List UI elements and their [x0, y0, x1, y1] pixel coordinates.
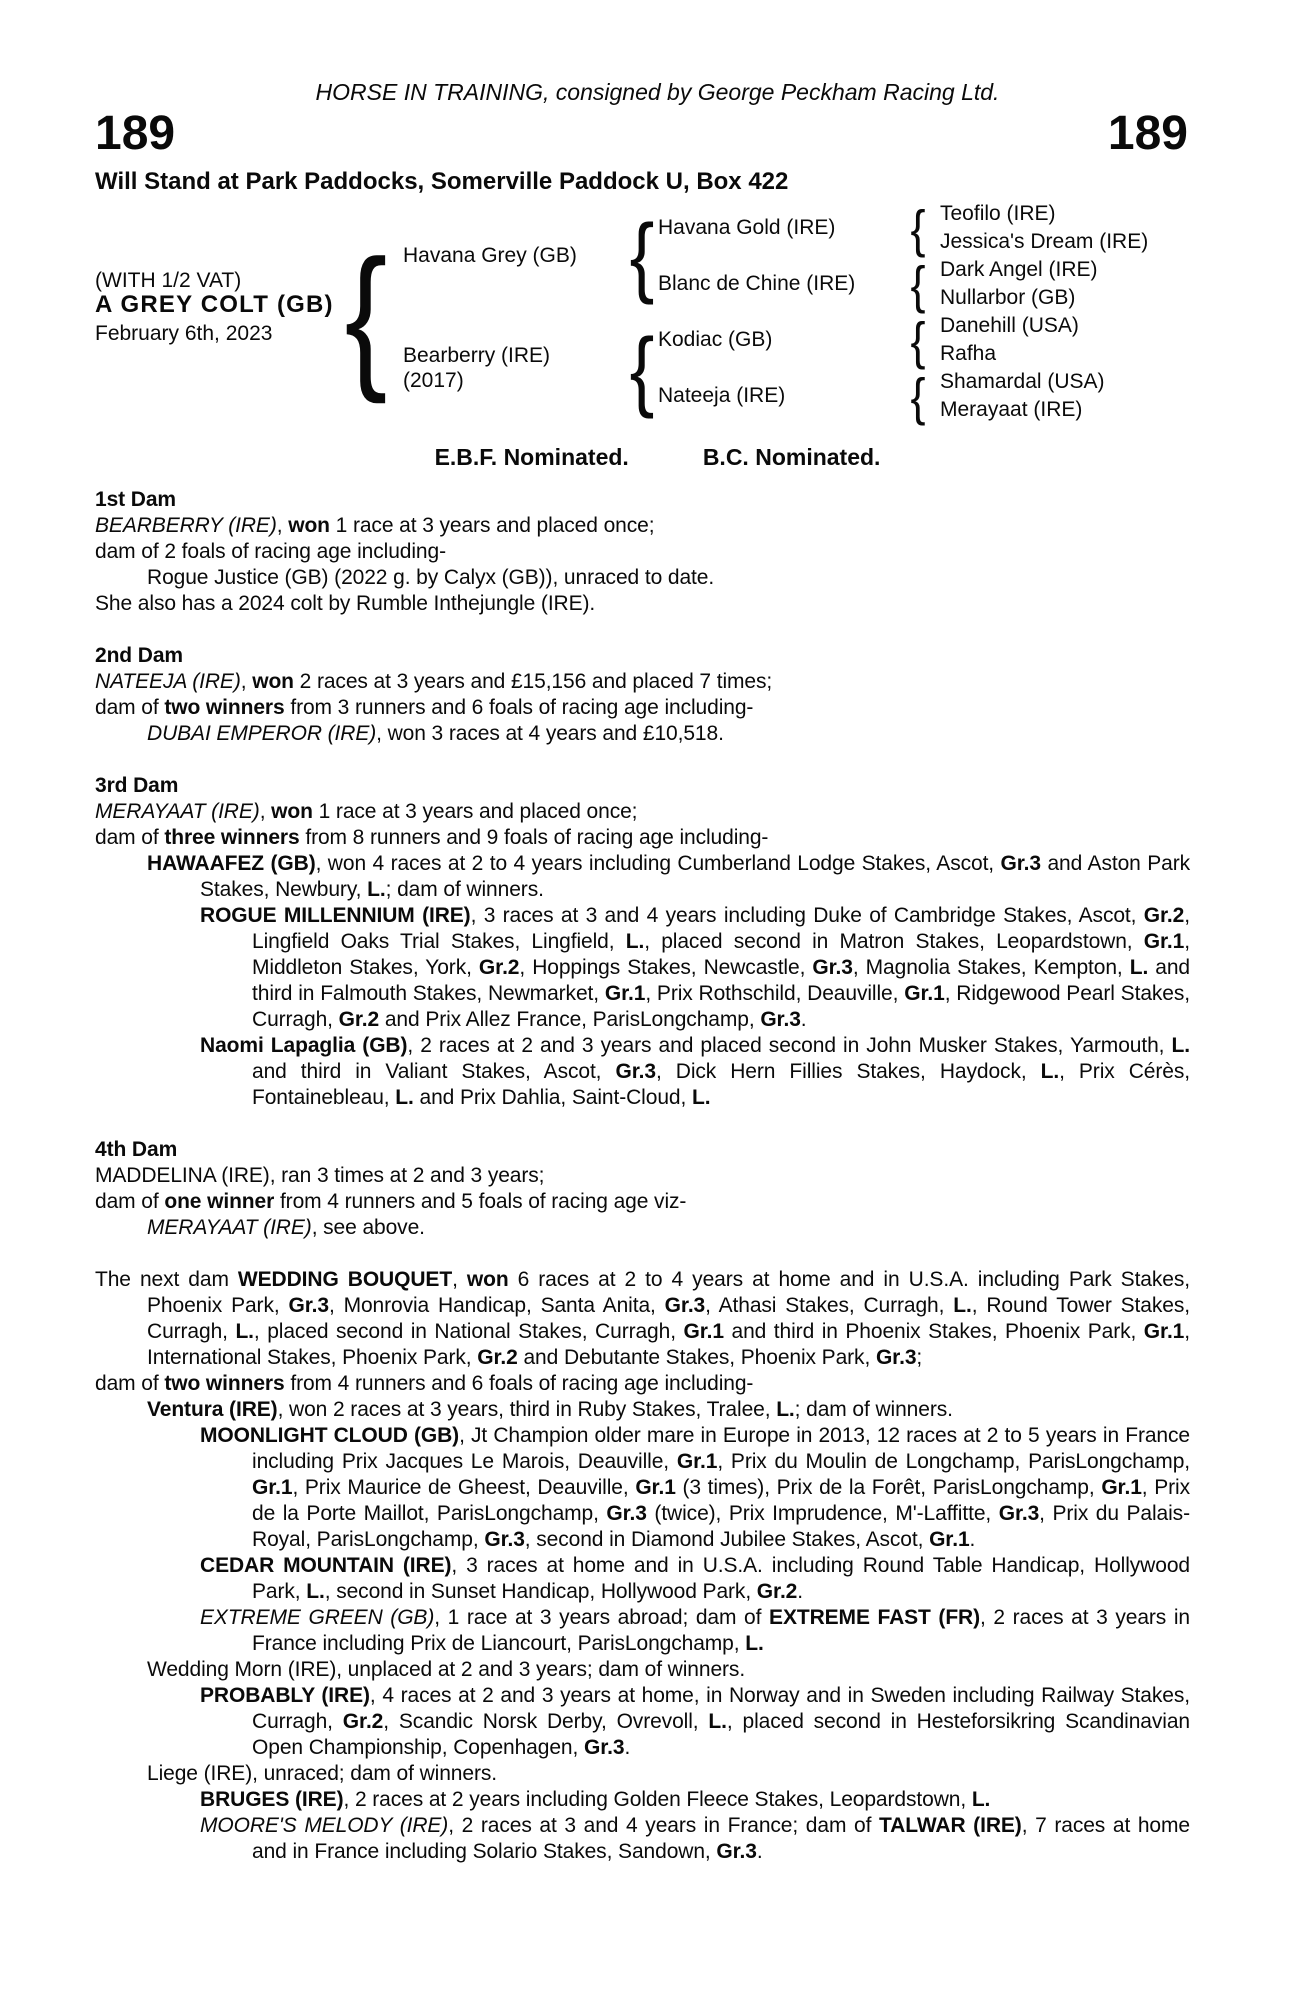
text-run: Gr.3 [760, 1008, 801, 1031]
great-grandparent-7: Shamardal (USA) [940, 370, 1105, 393]
paragraph-bearberry-produce [95, 539, 1190, 565]
section-3rd-dam [95, 773, 1190, 1111]
text-run: . [969, 1528, 976, 1551]
paragraph-maddelina-produce [95, 1189, 1190, 1215]
granddam-brace: { [910, 254, 926, 314]
text-run: PROBABLY (IRE) [200, 1684, 370, 1707]
text-run: dam of 2 foals of racing age including- [95, 540, 446, 563]
text-run: Gr.1 [1101, 1476, 1142, 1499]
text-run: from 8 runners and 9 foals of racing age including- [299, 826, 769, 849]
text-run: . [797, 1580, 804, 1603]
text-run: , Magnolia Stakes, Kempton, [852, 956, 1130, 979]
text-run: Gr.1 [676, 1450, 718, 1473]
text-run: (3 times), Prix de la Forêt, ParisLongchamp, [675, 1476, 1102, 1499]
text-run: 1 race at 3 years and placed once; [329, 514, 655, 537]
great-grandparent-2: Jessica's Dream (IRE) [940, 230, 1149, 253]
subject-foaling-date: February 6th, 2023 [95, 322, 273, 345]
great-grandparent-1: Teofilo (IRE) [940, 202, 1056, 225]
paragraph-maddelina [95, 1163, 1190, 1189]
paragraph-nateeja [95, 669, 1190, 695]
text-run: Gr.1 [683, 1320, 724, 1343]
text-run: , won 3 races at 4 years and £10,518. [376, 722, 724, 745]
text-run: , Prix du Moulin de Longchamp, ParisLongchamp, [717, 1450, 1191, 1473]
paragraph-moonlight-cloud [95, 1423, 1190, 1553]
text-run: ; dam of winners. [385, 878, 544, 901]
sire-name: Havana Grey (GB) [403, 244, 577, 267]
text-run: , 2 races at 2 years including Golden Fleece Stakes, Leopardstown, [343, 1788, 972, 1811]
text-run: , Dick Hern Fillies Stakes, Haydock, [655, 1060, 1041, 1083]
text-run: BEARBERRY (IRE) [95, 514, 277, 537]
text-run: , second in Diamond Jubilee Stakes, Ascot, [524, 1528, 930, 1551]
text-run: , 2 races at 3 years in France including Prix de Liancourt, ParisLongchamp, [252, 1606, 1190, 1655]
great-grandparent-5: Danehill (USA) [940, 314, 1079, 337]
text-run: , Prix Cérès, Fontainebleau, [252, 1060, 1190, 1109]
sire-of-dam: Kodiac (GB) [658, 328, 773, 351]
dam-of-dam: Nateeja (IRE) [658, 384, 786, 407]
text-run: , won 2 races at 3 years, third in Ruby Stakes, Tralee, [277, 1398, 777, 1421]
lot-number-right: 189 [1107, 107, 1188, 160]
dam-sections [95, 487, 1190, 1865]
paragraph-merayaat-see-above [95, 1215, 1190, 1241]
text-run: , Prix du Palais-Royal, ParisLongchamp, [252, 1502, 1190, 1551]
dam-foaling-year: (2017) [403, 369, 464, 392]
text-run: from 3 runners and 6 foals of racing age including- [284, 696, 754, 719]
text-run: , [452, 1268, 467, 1291]
great-grandparent-3: Dark Angel (IRE) [940, 258, 1098, 281]
text-run: MOORE'S MELODY (IRE) [200, 1814, 449, 1837]
text-run: NATEEJA (IRE) [95, 670, 241, 693]
text-run: Ventura (IRE) [147, 1398, 278, 1421]
paragraph-bearberry [95, 513, 1190, 539]
text-run: HAWAAFEZ (GB) [147, 852, 316, 875]
text-run: , 1 race at 3 years abroad; dam of [434, 1606, 770, 1629]
text-run: L. [745, 1632, 764, 1655]
paragraph-cedar-mountain [95, 1553, 1190, 1605]
text-run: , Jt Champion older mare in Europe in 2013, 12 races at 2 to 5 years in France including Prix Jacques Le Marois, Deauville, [252, 1424, 1190, 1473]
text-run: Gr.3 [288, 1294, 329, 1317]
text-run: Gr.2 [478, 956, 520, 979]
text-run: . [624, 1736, 631, 1759]
dam-heading: 4th Dam [95, 1138, 178, 1161]
text-run: Gr.2 [756, 1580, 798, 1603]
text-run: EXTREME GREEN (GB) [200, 1606, 435, 1629]
text-run: three winners [164, 826, 300, 849]
text-run: L. [235, 1320, 254, 1343]
text-run: Naomi Lapaglia (GB) [200, 1034, 408, 1057]
dam-brace: { [629, 319, 655, 420]
text-run: L. [971, 1788, 991, 1811]
text-run: Gr.1 [604, 982, 646, 1005]
sire-brace: { [629, 205, 655, 306]
text-run: Gr.2 [338, 1008, 380, 1031]
text-run: EXTREME FAST (FR) [769, 1606, 981, 1629]
text-run: and third in Falmouth Stakes, Newmarket, [252, 956, 1191, 1005]
text-run: L. [367, 878, 386, 901]
text-run: , Prix de la Porte Maillot, ParisLongchamp, [252, 1476, 1190, 1525]
text-run: ROGUE MILLENNIUM (IRE) [200, 904, 471, 927]
text-run: and Aston Park Stakes, Newbury, [200, 852, 1190, 901]
text-run: She also has a 2024 colt by Rumble Inthejungle (IRE). [95, 592, 596, 615]
text-run: Gr.2 [342, 1710, 384, 1733]
text-run: , see above. [311, 1216, 425, 1239]
paragraph-moores-melody [95, 1813, 1190, 1865]
text-run: , International Stakes, Phoenix Park, [147, 1320, 1191, 1369]
lot-number-left: 189 [95, 107, 176, 160]
nominations-line [0, 444, 1315, 471]
text-run: Gr.3 [716, 1840, 757, 1863]
text-run: , Monrovia Handicap, Santa Anita, [328, 1294, 665, 1317]
text-run: L. [1040, 1060, 1060, 1083]
paragraph-liege [95, 1761, 1190, 1787]
text-run: , second in Sunset Handicap, Hollywood Park, [324, 1580, 757, 1603]
text-run: , Scandic Norsk Derby, Ovrevoll, [383, 1710, 709, 1733]
text-run: L. [625, 930, 645, 953]
section-4th-dam [95, 1137, 1190, 1241]
grandsire-brace: { [910, 198, 926, 258]
text-run: , won 4 races at 2 to 4 years including Cumberland Lodge Stakes, Ascot, [315, 852, 1001, 875]
text-run: one winner [164, 1190, 275, 1213]
text-run: , 2 races at 2 and 3 years and placed second in John Musker Stakes, Yarmouth, [407, 1034, 1172, 1057]
text-run: 1 race at 3 years and placed once; [312, 800, 638, 823]
text-run: won [252, 670, 294, 693]
text-run: Gr.3 [484, 1528, 525, 1551]
consignor-line: HORSE IN TRAINING, consigned by George Peckham Racing Ltd. [315, 79, 1000, 105]
text-run: , 3 races at 3 and 4 years including Duke of Cambridge Stakes, Ascot, [470, 904, 1144, 927]
paragraph-rogue-millennium [95, 903, 1190, 1033]
text-run: Rogue Justice (GB) (2022 g. by Calyx (GB)), unraced to date. [147, 566, 715, 589]
text-run: dam of [95, 1190, 165, 1213]
text-run: won [288, 514, 330, 537]
text-run: won [466, 1268, 509, 1291]
text-run: MOONLIGHT CLOUD (GB) [200, 1424, 460, 1447]
text-run: Gr.2 [477, 1346, 518, 1369]
damsire-brace: { [910, 310, 926, 370]
text-run: L. [708, 1710, 727, 1733]
text-run: , 3 races at home and in U.S.A. including Round Table Handicap, Hollywood Park, [252, 1554, 1190, 1603]
text-run: The next dam [95, 1268, 238, 1291]
text-run: Gr.1 [1143, 1320, 1185, 1343]
text-run: L. [691, 1086, 711, 1109]
text-run: , [276, 514, 289, 537]
subject-brace: { [344, 227, 388, 406]
text-run: Gr.3 [875, 1346, 917, 1369]
text-run: CEDAR MOUNTAIN (IRE) [200, 1554, 452, 1577]
text-run: , 2 races at 3 and 4 years in France; dam of [448, 1814, 880, 1837]
text-run: from 4 runners and 5 foals of racing age viz- [274, 1190, 687, 1213]
text-run: WEDDING BOUQUET [237, 1268, 453, 1291]
paragraph-probably [95, 1683, 1190, 1761]
text-run: MADDELINA (IRE), ran 3 times at 2 and 3 years; [95, 1164, 545, 1187]
dam-name: Bearberry (IRE) [403, 344, 551, 367]
text-run: 6 races at 2 to 4 years at home and in U.S.A. including Park Stakes, Phoenix Park, [147, 1268, 1190, 1317]
sire-of-sire: Havana Gold (IRE) [658, 216, 836, 239]
great-grandparent-8: Merayaat (IRE) [940, 398, 1083, 421]
text-run: Gr.3 [812, 956, 853, 979]
text-run: and Debutante Stakes, Phoenix Park, [517, 1346, 876, 1369]
text-run: L. [306, 1580, 325, 1603]
paragraph-dubai-emperor [95, 721, 1190, 747]
text-run: , Lingfield Oaks Trial Stakes, Lingfield, [252, 904, 1190, 953]
text-run: Gr.3 [583, 1736, 625, 1759]
great-grandparent-6: Rafha [940, 342, 997, 365]
text-run: Liege (IRE), unraced; dam of winners. [147, 1762, 497, 1785]
paragraph-merayaat [95, 799, 1190, 825]
ebf-nomination: E.B.F. Nominated. [434, 444, 629, 470]
dam-of-sire: Blanc de Chine (IRE) [658, 272, 856, 295]
text-run: L. [776, 1398, 795, 1421]
lot-number-row [0, 107, 1315, 160]
paragraph-2024-colt [95, 591, 1190, 617]
text-run: dam of [95, 826, 165, 849]
text-run: L. [1129, 956, 1149, 979]
text-run: , placed second in Hesteforsikring Scandinavian Open Championship, Copenhagen, [252, 1710, 1190, 1759]
text-run: and Prix Dahlia, Saint-Cloud, [413, 1086, 692, 1109]
paragraph-extreme-green [95, 1605, 1190, 1657]
paragraph-rogue-justice [95, 565, 1190, 591]
paragraph-ventura [95, 1397, 1190, 1423]
text-run: and third in Phoenix Stakes, Phoenix Park, [723, 1320, 1144, 1343]
text-run: , placed second in National Stakes, Curragh, [253, 1320, 684, 1343]
stand-location-line: Will Stand at Park Paddocks, Somerville Paddock U, Box 422 [95, 168, 789, 195]
text-run: , [259, 800, 272, 823]
paragraph-bruges [95, 1787, 1190, 1813]
paragraph-naomi-lapaglia [95, 1033, 1190, 1111]
text-run: Gr.3 [664, 1294, 706, 1317]
seconddam-brace: { [910, 366, 926, 426]
paragraph-wedding-morn [95, 1657, 1190, 1683]
text-run: BRUGES (IRE) [200, 1788, 344, 1811]
paragraph-wedding-bouquet [95, 1267, 1190, 1371]
text-run: and third in Valiant Stakes, Ascot, [252, 1060, 616, 1083]
text-run: , Hoppings Stakes, Newcastle, [519, 956, 813, 979]
text-run: DUBAI EMPEROR (IRE) [147, 722, 377, 745]
great-grandparent-4: Nullarbor (GB) [940, 286, 1076, 309]
text-run: L. [395, 1086, 414, 1109]
text-run: 2 races at 3 years and £15,156 and placed 7 times; [293, 670, 773, 693]
text-run: MERAYAAT (IRE) [95, 800, 260, 823]
dam-heading: 2nd Dam [95, 644, 183, 667]
text-run: , placed second in Matron Stakes, Leopardstown, [644, 930, 1144, 953]
text-run: MERAYAAT (IRE) [147, 1216, 312, 1239]
text-run: , Prix Rothschild, Deauville, [645, 982, 905, 1005]
bc-nomination: B.C. Nominated. [702, 444, 881, 470]
text-run: Gr.3 [1000, 852, 1041, 875]
text-run: won [271, 800, 313, 823]
text-run: Gr.3 [615, 1060, 656, 1083]
text-run: , Athasi Stakes, Curragh, [705, 1294, 954, 1317]
text-run: Gr.1 [904, 982, 945, 1005]
pedigree-tree [0, 194, 1315, 440]
paragraph-merayaat-produce [95, 825, 1190, 851]
text-run: Wedding Morn (IRE), unplaced at 2 and 3 years; dam of winners. [147, 1658, 746, 1681]
text-run: two winners [164, 696, 285, 719]
text-run: , Ridgewood Pearl Stakes, Curragh, [252, 982, 1191, 1031]
section-1st-dam [95, 487, 1190, 617]
text-run: . [800, 1008, 807, 1031]
section-further-family [95, 1267, 1190, 1865]
text-run: Gr.3 [998, 1502, 1040, 1525]
paragraph-nateeja-produce [95, 695, 1190, 721]
text-run: and Prix Allez France, ParisLongchamp, [379, 1008, 761, 1031]
text-run: ; [916, 1346, 923, 1369]
dam-heading: 3rd Dam [95, 774, 179, 797]
text-run: , Prix Maurice de Gheest, Deauville, [292, 1476, 636, 1499]
dam-heading: 1st Dam [95, 488, 177, 511]
text-run: dam of [95, 1372, 165, 1395]
text-run: TALWAR (IRE) [879, 1814, 1022, 1837]
vat-note: (WITH 1/2 VAT) [95, 269, 242, 292]
text-run: (twice), Prix Imprudence, M'-Laffitte, [646, 1502, 999, 1525]
text-run: Gr.1 [1143, 930, 1185, 953]
text-run: dam of [95, 696, 165, 719]
text-run: from 4 runners and 6 foals of racing age including- [284, 1372, 754, 1395]
text-run: Gr.3 [606, 1502, 647, 1525]
text-run: . [756, 1840, 763, 1863]
text-run: , [240, 670, 253, 693]
text-run: Gr.1 [252, 1476, 293, 1499]
text-run: Gr.1 [929, 1528, 970, 1551]
text-run: L. [953, 1294, 972, 1317]
text-run: Gr.1 [635, 1476, 676, 1499]
text-run: Gr.2 [1143, 904, 1185, 927]
subject-name: A GREY COLT (GB) [95, 291, 334, 318]
text-run: , 7 races at home and in France including Solario Stakes, Sandown, [252, 1814, 1190, 1863]
text-run: , Round Tower Stakes, Curragh, [147, 1294, 1190, 1343]
paragraph-hawaafez [95, 851, 1190, 903]
section-2nd-dam [95, 643, 1190, 747]
paragraph-wedding-bouquet-produce [95, 1371, 1190, 1397]
text-run: ; dam of winners. [794, 1398, 953, 1421]
text-run: two winners [164, 1372, 285, 1395]
text-run: , 4 races at 2 and 3 years at home, in Norway and in Sweden including Railway Stakes, Curragh, [252, 1684, 1190, 1733]
text-run: , Middleton Stakes, York, [252, 930, 1190, 979]
text-run: L. [1171, 1034, 1190, 1057]
